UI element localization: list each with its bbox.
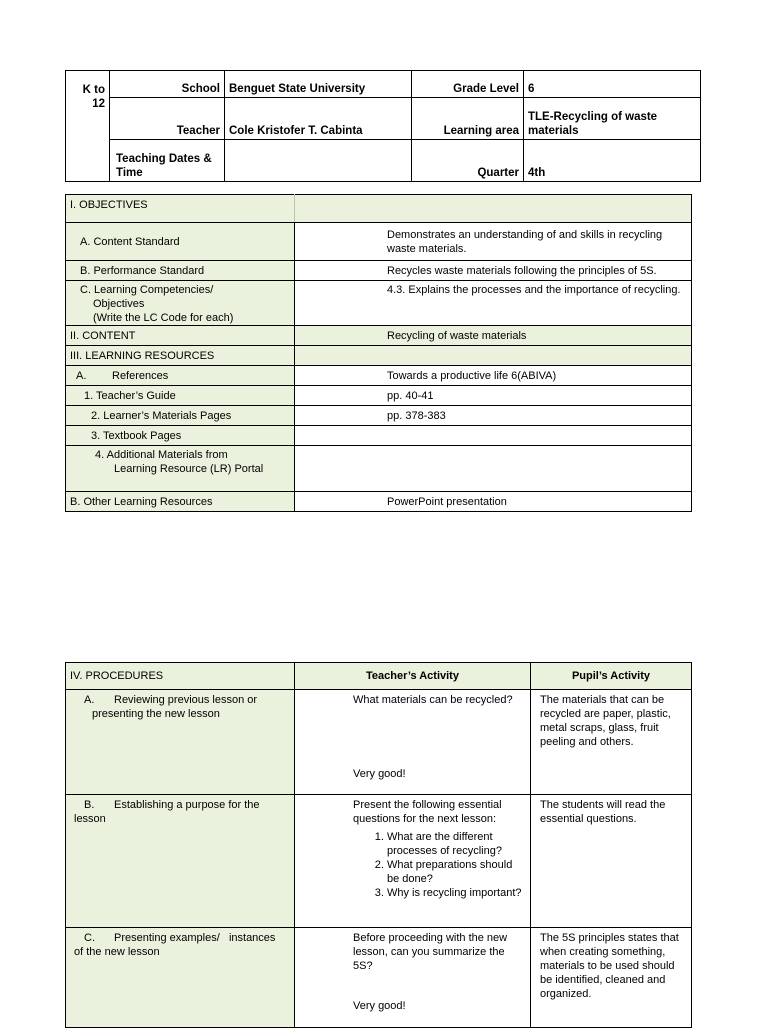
- procedure-a-teacher-text: What materials can be recycled?: [353, 694, 513, 706]
- quarter-value: 4th: [524, 140, 701, 182]
- k-to-12-label: K to 12: [66, 71, 110, 182]
- procedure-a-teacher-followup: Very good!: [353, 768, 406, 780]
- procedure-c-label: [66, 928, 295, 1028]
- procedure-a-line-1: [70, 693, 290, 707]
- additional-line-1: 4. Additional Materials from: [95, 449, 228, 461]
- teacher-value: Cole Kristofer T. Cabinta: [225, 98, 412, 140]
- essential-question-3: 3. Why is recycling important?: [387, 886, 526, 900]
- teacher-label: Teacher: [110, 98, 225, 140]
- procedure-b-teacher: [295, 795, 531, 928]
- additional-materials-label: [66, 446, 295, 492]
- learning-area-value: TLE-Recycling of waste materials: [524, 98, 701, 140]
- references-text: References: [112, 369, 169, 382]
- procedure-a-pupil: The materials that can be recycled are paper, plastic, metal scraps, glass, fruit peeling and others.: [531, 690, 692, 795]
- textbook-pages-label: 3. Textbook Pages: [66, 426, 295, 446]
- procedure-b-pupil: The students will read the essential questions.: [531, 795, 692, 928]
- procedure-a-title: Reviewing previous lesson or: [114, 694, 258, 706]
- procedure-a-line-2: presenting the new lesson: [92, 708, 220, 720]
- textbook-pages-value: [295, 426, 692, 446]
- learning-area-label: Learning area: [412, 98, 524, 140]
- procedure-c-line-1: [70, 931, 290, 945]
- procedures-table: [65, 662, 692, 1028]
- procedure-b-title: Establishing a purpose for the: [114, 799, 260, 811]
- objectives-heading: I. OBJECTIVES: [66, 195, 295, 223]
- references-value: Towards a productive life 6(ABIVA): [295, 366, 692, 386]
- procedure-b-letter: B.: [84, 799, 95, 811]
- references-letter: A.: [76, 369, 87, 382]
- procedure-a-letter: A.: [84, 694, 95, 706]
- school-value: Benguet State University: [225, 71, 412, 98]
- additional-line-2: Learning Resource (LR) Portal: [114, 463, 264, 475]
- performance-standard-label: B. Performance Standard: [66, 261, 295, 281]
- objectives-table: [65, 194, 692, 512]
- essential-question-1: 1. What are the different processes of recycling?: [387, 830, 526, 858]
- procedure-c-line-2: of the new lesson: [74, 946, 160, 958]
- procedure-b-label: [66, 795, 295, 928]
- learners-materials-label: 2. Learner’s Materials Pages: [66, 406, 295, 426]
- learning-resources-label: III. LEARNING RESOURCES: [66, 346, 295, 366]
- learning-resources-blank: [295, 346, 692, 366]
- procedure-c-teacher: [295, 928, 531, 1028]
- performance-standard-value: Recycles waste materials following the principles of 5S.: [295, 261, 692, 281]
- school-label: School: [110, 71, 225, 98]
- competencies-line-2: Objectives: [93, 298, 145, 310]
- procedures-heading: IV. PROCEDURES: [66, 663, 295, 690]
- teachers-guide-label: 1. Teacher’s Guide: [66, 386, 295, 406]
- learning-competencies-value: 4.3. Explains the processes and the importance of recycling.: [295, 281, 692, 326]
- competencies-line-3: (Write the LC Code for each): [93, 312, 234, 324]
- essential-questions-list: [353, 830, 526, 900]
- procedure-c-teacher-followup: Very good!: [353, 1000, 406, 1012]
- content-value: Recycling of waste materials: [295, 326, 692, 346]
- objectives-heading-blank: [295, 195, 692, 223]
- procedure-b-line-2: lesson: [74, 813, 106, 825]
- procedure-c-pupil: The 5S principles states that when creating something, materials to be used should be identified, cleaned and organized.: [531, 928, 692, 1028]
- content-standard-value: Demonstrates an understanding of and skills in recycling waste materials.: [295, 223, 692, 261]
- teachers-guide-value: pp. 40-41: [295, 386, 692, 406]
- competencies-line-1: C. Learning Competencies/: [80, 284, 214, 296]
- additional-materials-value: [295, 446, 692, 492]
- learners-materials-value: pp. 378-383: [295, 406, 692, 426]
- teaching-dates-label: Teaching Dates & Time: [110, 140, 225, 182]
- teacher-activity-heading: Teacher’s Activity: [295, 663, 531, 690]
- grade-level-label: Grade Level: [412, 71, 524, 98]
- procedure-b-line-1: [70, 798, 290, 812]
- essential-question-2: 2. What preparations should be done?: [387, 858, 526, 886]
- teaching-dates-value: [225, 140, 412, 182]
- learning-competencies-label: [66, 281, 295, 326]
- content-standard-label: A. Content Standard: [66, 223, 295, 261]
- header-table: [65, 70, 701, 182]
- procedure-a-label: [66, 690, 295, 795]
- other-resources-label: B. Other Learning Resources: [66, 492, 295, 512]
- procedure-c-title: Presenting examples/ instances: [114, 932, 276, 944]
- procedure-a-teacher: [295, 690, 531, 795]
- content-label: II. CONTENT: [66, 326, 295, 346]
- references-label: [66, 366, 295, 386]
- procedure-b-teacher-text: Present the following essential questions for the next lesson:: [353, 799, 502, 825]
- grade-level-value: 6: [524, 71, 701, 98]
- pupil-activity-heading: Pupil’s Activity: [531, 663, 692, 690]
- procedure-c-teacher-text: Before proceeding with the new lesson, can you summarize the 5S?: [353, 932, 508, 972]
- other-resources-value: PowerPoint presentation: [295, 492, 692, 512]
- quarter-label: Quarter: [412, 140, 524, 182]
- procedure-c-letter: C.: [84, 932, 95, 944]
